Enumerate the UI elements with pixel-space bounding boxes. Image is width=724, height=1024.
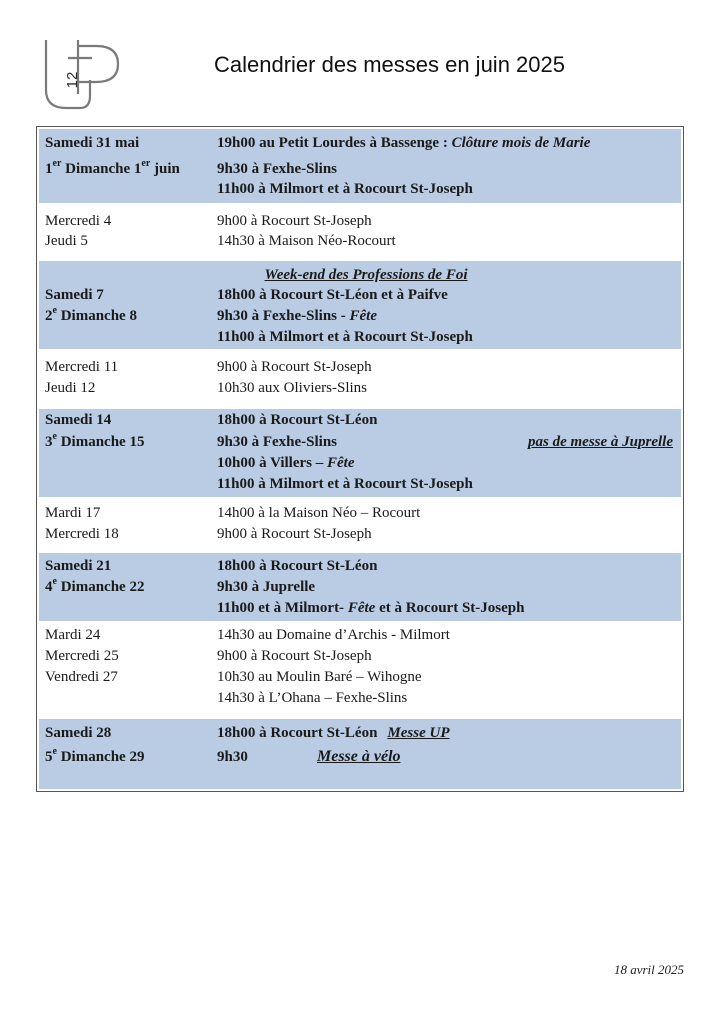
day-label: Samedi 28 [45, 725, 112, 741]
calendar-row [39, 524, 681, 544]
day-label: Samedi 14 [45, 412, 112, 428]
mass-note: Clôture mois de Marie [451, 135, 591, 151]
day-ordinal: 4 [45, 579, 53, 595]
mass-time-place: 10h00 à Villers – [217, 455, 328, 471]
weekend-header: Week-end des Professions de Foi [264, 267, 468, 283]
weekend-block-3 [39, 409, 681, 497]
mass-info [217, 133, 590, 153]
mass-info: 18h00 à Rocourt St-Léon et à Paifve [217, 287, 448, 303]
day-label: Mercredi 18 [45, 526, 119, 542]
day-label [45, 577, 144, 597]
day-ordinal: 2 [45, 308, 53, 324]
calendar-row [39, 453, 681, 473]
day-ordinal: 1 [45, 161, 53, 177]
mass-info: 14h30 à Maison Néo-Rocourt [217, 233, 396, 249]
mass-note: Fête [327, 455, 355, 471]
mass-note: Fête [347, 600, 376, 616]
day-ordinal: 5 [45, 749, 53, 765]
mass-info: 9h00 à Rocourt St-Joseph [217, 648, 372, 664]
weekend-block-5 [39, 719, 681, 789]
day-text: Dimanche 29 [56, 749, 145, 765]
mass-info: 10h30 aux Oliviers-Slins [217, 380, 367, 396]
mass-info: 9h30 à Fexhe-Slins [217, 434, 338, 450]
day-label: Samedi 21 [45, 558, 112, 574]
mass-info: 9h30 à Fexhe-Slins [217, 161, 338, 177]
day-label: Mardi 17 [45, 505, 101, 521]
weekday-block-4 [39, 621, 681, 719]
weekend-block-1 [39, 129, 681, 203]
day-label: Samedi 31 mai [45, 135, 140, 151]
mass-time-place: 11h00 et à Milmort- [217, 600, 348, 616]
calendar-row [39, 357, 681, 377]
mass-note: Messe à vélo [317, 748, 401, 765]
mass-info: 14h30 à L’Ohana – Fexhe-Slins [217, 690, 408, 706]
day-text: Dimanche 22 [56, 579, 145, 595]
mass-info: 9h30 [217, 749, 248, 765]
calendar-row [39, 285, 681, 305]
mass-info [217, 453, 355, 473]
day-label [45, 432, 144, 452]
mass-info [217, 723, 450, 743]
mass-notice: pas de messe à Juprelle [528, 434, 673, 450]
calendar-row [39, 133, 681, 153]
mass-info: 10h30 au Moulin Baré – Wihogne [217, 669, 422, 685]
mass-info [217, 598, 524, 618]
calendar-row [39, 306, 681, 326]
mass-info: 11h00 à Milmort et à Rocourt St-Joseph [217, 329, 473, 345]
ordinal-suffix: er [52, 158, 62, 169]
ordinal-suffix: e [52, 431, 57, 442]
day-label: Mercredi 25 [45, 648, 119, 664]
calendar-row [39, 327, 681, 347]
calendar-row [39, 410, 681, 430]
mass-info: 11h00 à Milmort et à Rocourt St-Joseph [217, 181, 473, 197]
calendar-row [39, 688, 681, 708]
day-label: Jeudi 12 [45, 380, 96, 396]
mass-time-place: 9h30 à Fexhe-Slins - [217, 308, 350, 324]
day-label: Jeudi 5 [45, 233, 88, 249]
day-label [45, 306, 137, 326]
day-text: Dimanche 8 [56, 308, 137, 324]
ordinal-suffix: e [52, 746, 57, 757]
mass-info: 9h00 à Rocourt St-Joseph [217, 526, 372, 542]
day-ordinal: 3 [45, 434, 53, 450]
mass-info: 9h00 à Rocourt St-Joseph [217, 213, 372, 229]
weekday-block-2 [39, 349, 681, 409]
calendar-row [39, 179, 681, 199]
weekend-block-2 [39, 261, 681, 349]
mass-time-place: 18h00 à Rocourt St-Léon [217, 725, 378, 741]
ordinal-suffix: e [52, 576, 57, 587]
day-label: Mercredi 11 [45, 359, 119, 375]
mass-info: 9h00 à Rocourt St-Joseph [217, 359, 372, 375]
calendar-row [39, 625, 681, 645]
mass-info: 9h30 à Juprelle [217, 579, 316, 595]
mass-calendar [36, 126, 684, 792]
mass-info [217, 306, 377, 326]
mass-info: 11h00 à Milmort et à Rocourt St-Joseph [217, 476, 473, 492]
calendar-row [39, 265, 681, 285]
calendar-row [39, 723, 681, 743]
ordinal-suffix: e [52, 305, 57, 316]
weekday-block-1 [39, 203, 681, 261]
calendar-row [39, 378, 681, 398]
calendar-row [39, 598, 681, 618]
mass-time-place: et à Rocourt St-Joseph [375, 600, 525, 616]
day-text: Dimanche 1 [61, 161, 142, 177]
ordinal-suffix: er [141, 158, 151, 169]
mass-info: 14h00 à la Maison Néo – Rocourt [217, 505, 421, 521]
day-text: Dimanche 15 [56, 434, 145, 450]
mass-note: Messe UP [387, 725, 450, 741]
calendar-row [39, 646, 681, 666]
mass-info: 18h00 à Rocourt St-Léon [217, 558, 378, 574]
day-label: Samedi 7 [45, 287, 104, 303]
weekday-block-3 [39, 497, 681, 553]
day-label: Mardi 24 [45, 627, 101, 643]
calendar-row [39, 231, 681, 251]
calendar-row [39, 211, 681, 231]
day-text: juin [150, 161, 180, 177]
weekend-block-4 [39, 553, 681, 621]
mass-info: 18h00 à Rocourt St-Léon [217, 412, 378, 428]
day-label [45, 747, 144, 767]
day-label: Vendredi 27 [45, 669, 118, 685]
day-label: Mercredi 4 [45, 213, 112, 229]
mass-info: 14h30 au Domaine d’Archis - Milmort [217, 627, 450, 643]
calendar-row [39, 432, 681, 452]
calendar-row [39, 667, 681, 687]
document-date: 18 avril 2025 [613, 962, 684, 977]
calendar-row [39, 747, 681, 767]
page-title: Calendrier des messes en juin 2025 [214, 52, 565, 77]
day-label [45, 159, 180, 179]
calendar-row [39, 474, 681, 494]
mass-time-place: 19h00 au Petit Lourdes à Bassenge : [217, 135, 452, 151]
calendar-row [39, 503, 681, 523]
mass-note: Fête [349, 308, 378, 324]
logo-number: 12 [64, 71, 81, 89]
calendar-row [39, 577, 681, 597]
calendar-row [39, 556, 681, 576]
calendar-row [39, 159, 681, 179]
